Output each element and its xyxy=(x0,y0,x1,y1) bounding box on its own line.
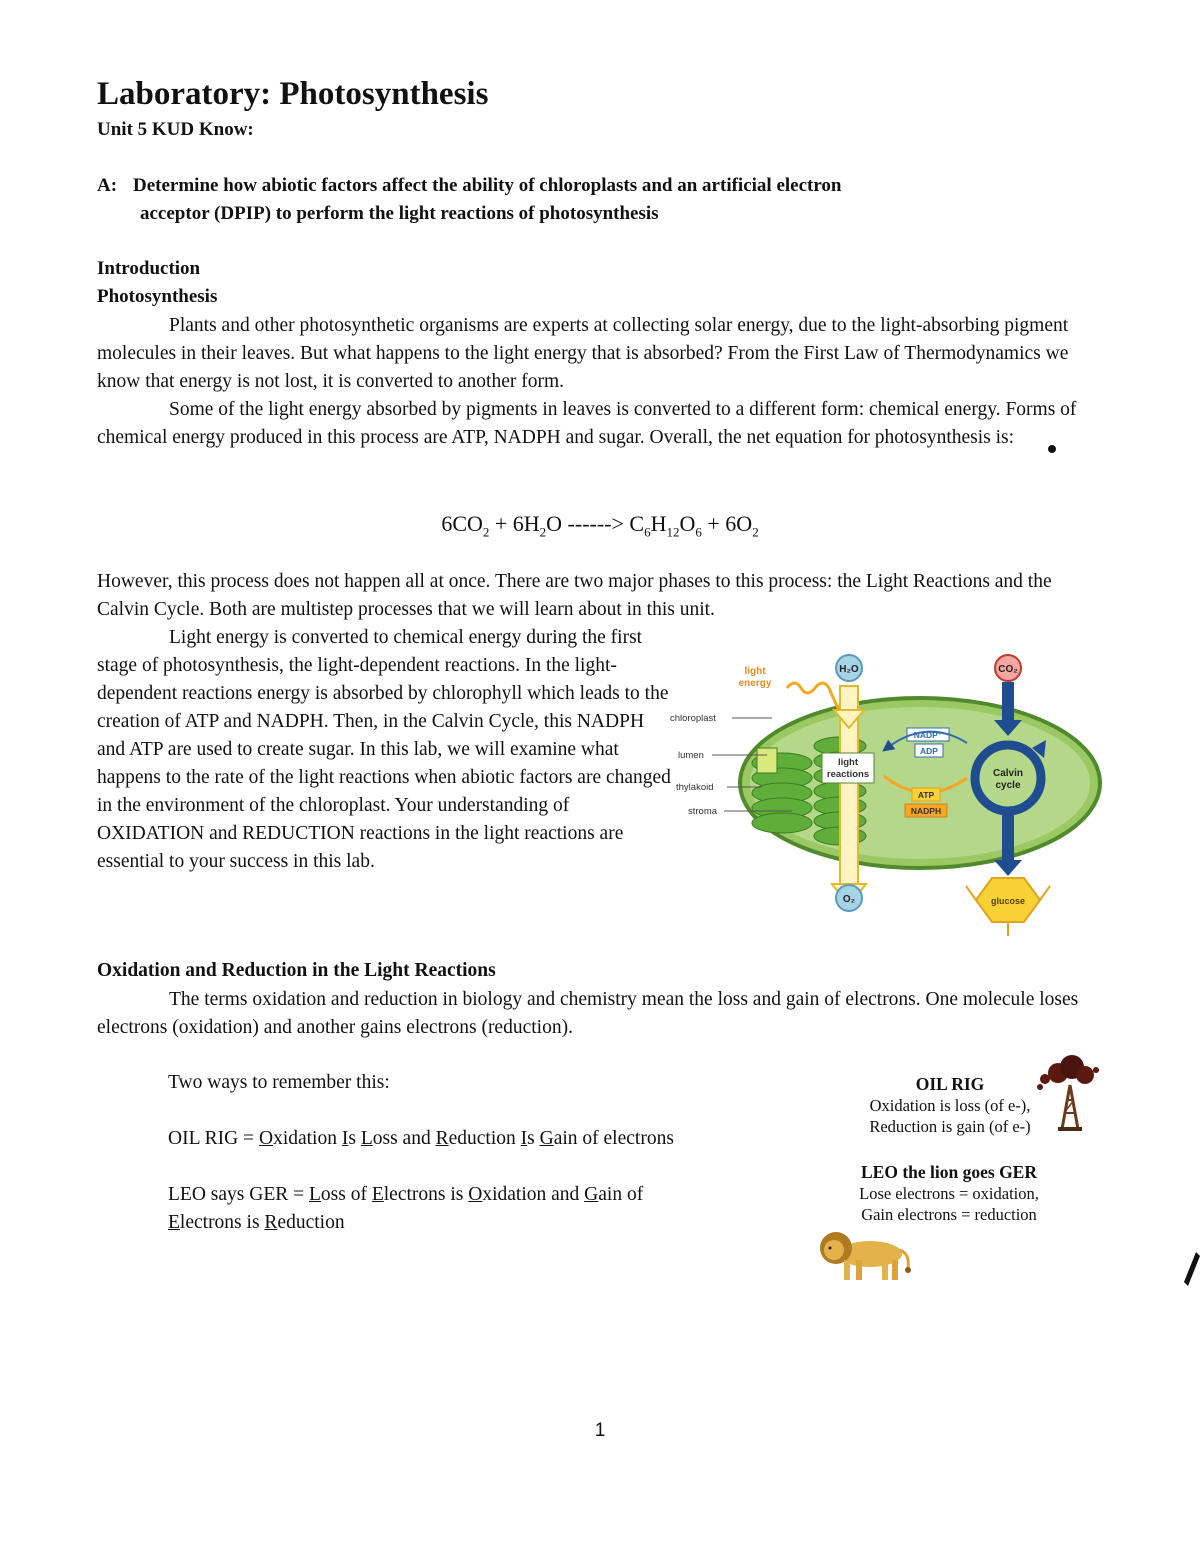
paragraph-2-text: Some of the light energy absorbed by pigments in leaves is converted to a different form: chemical energy. Forms of chemical energy produced in this process are ATP, NADPH and sugar. Overall, the net equation for photosynthesis is: xyxy=(97,399,1077,448)
introduction-heading: Introduction xyxy=(97,258,201,279)
leo-heading: LEO the lion goes GER xyxy=(861,1162,1037,1182)
ink-dot-mark xyxy=(1047,444,1057,454)
thylakoid-label: thylakoid xyxy=(676,782,714,793)
paragraph-light-dependent xyxy=(97,624,672,876)
oil-rig-line-1: Oxidation is loss (of e-), xyxy=(869,1096,1031,1115)
leo-ger-mnemonic xyxy=(168,1181,788,1237)
calvin-label-2: cycle xyxy=(995,780,1021,791)
stroma-label: stroma xyxy=(688,806,718,817)
mn-text: xidation and xyxy=(482,1184,585,1205)
mn-underlined-letter: I xyxy=(341,1128,349,1149)
light-energy-label-1: light xyxy=(744,666,766,677)
kud-label: Unit 5 KUD Know: xyxy=(97,119,254,140)
atp-label: ATP xyxy=(917,790,935,800)
leo-line-1: Lose electrons = oxidation, xyxy=(859,1184,1039,1203)
co2-arrow xyxy=(1002,682,1014,722)
mn-text: lectrons is xyxy=(383,1184,469,1205)
lion-icon xyxy=(812,1226,917,1284)
two-ways-text: Two ways to remember this: xyxy=(168,1072,390,1093)
mn-underlined-letter: R xyxy=(435,1128,449,1149)
eq-sub: 6 xyxy=(695,524,702,540)
objective-letter: A: xyxy=(97,175,118,196)
co2-label: CO₂ xyxy=(998,664,1018,675)
chloroplast-diagram xyxy=(662,648,1107,943)
o2-label: O₂ xyxy=(842,894,856,905)
eq-sub: 2 xyxy=(752,524,759,540)
paragraph-oxidation-reduction xyxy=(97,986,1107,1042)
eq-part: 6CO xyxy=(441,511,483,536)
pen-stroke-mark xyxy=(1184,1252,1200,1286)
paragraph-5-text: The terms oxidation and reduction in biology and chemistry mean the loss and gain of electrons. One molecule loses electrons (oxidation) and another gains electrons (reduction). xyxy=(97,989,1079,1038)
objective-line-1: Determine how abiotic factors affect the ability of chloroplasts and an artificial electron xyxy=(133,175,842,196)
document-title: Laboratory: Photosynthesis xyxy=(97,76,489,112)
mn-text: LEO says GER = xyxy=(168,1184,309,1205)
glucose-arrow-head xyxy=(994,860,1022,876)
photosynthesis-heading: Photosynthesis xyxy=(97,286,218,307)
mn-underlined-letter: I xyxy=(520,1128,528,1149)
mn-underlined-letter: G xyxy=(584,1184,599,1205)
mn-underlined-letter: O xyxy=(468,1184,483,1205)
eq-part: H xyxy=(650,511,667,536)
mn-text: lectrons is xyxy=(179,1212,265,1233)
leo-line-2: Gain electrons = reduction xyxy=(861,1205,1037,1224)
light-reactions-label-2: reactions xyxy=(826,769,870,780)
mn-underlined-letter: R xyxy=(264,1212,278,1233)
mn-underlined-letter: G xyxy=(539,1128,554,1149)
mn-text: ain of xyxy=(598,1184,644,1205)
eq-part: + 6O xyxy=(701,511,753,536)
leo-ger-figure-text xyxy=(838,1162,1060,1225)
nadph-label: NADPH xyxy=(910,806,942,816)
mn-underlined-letter: O xyxy=(258,1128,274,1149)
mn-text: oss and xyxy=(372,1128,436,1149)
eq-part: + 6H xyxy=(489,511,540,536)
oxidation-reduction-heading: Oxidation and Reduction in the Light Reactions xyxy=(97,960,496,981)
glucose-arrow xyxy=(1002,814,1014,862)
mn-text: s xyxy=(348,1128,361,1149)
grana-stack-left xyxy=(752,748,812,833)
mn-text: oss of xyxy=(320,1184,372,1205)
eq-sub: 6 xyxy=(644,524,651,540)
objective-a xyxy=(97,172,1057,228)
h2o-label: H₂O xyxy=(839,664,859,675)
paragraph-1-text: Plants and other photosynthetic organisms are experts at collecting solar energy, due to the light-absorbing pigment molecules in their leaves. But what happens to the light energy that is absorbed? From the First Law of Thermodynamics we know that energy is not lost, it is converted to another form. xyxy=(97,315,1069,392)
lumen-label: lumen xyxy=(678,750,704,761)
eq-part: O xyxy=(679,511,696,536)
oil-rig-mnemonic xyxy=(168,1125,674,1153)
paragraph-4-text: Light energy is converted to chemical energy during the first stage of photosynthesis, the light-dependent reactions. In the light-dependent reactions energy is absorbed by chlorophyll which leads to the creation of ATP and NADPH. Then, in the Calvin Cycle, this NADPH and ATP are used to create sugar. In this lab, we will examine what happens to the rate of the light reactions when abiotic factors are changed in the environment of the chloroplast. Your understanding of OXIDATION and REDUCTION reactions in the light reactions are essential to your success in this lab. xyxy=(97,627,671,872)
mn-text: eduction xyxy=(448,1128,521,1149)
mn-text: xidation xyxy=(273,1128,342,1149)
paragraph-light-energy xyxy=(97,312,1107,396)
light-energy-label-2: energy xyxy=(738,678,772,689)
chloroplast-label: chloroplast xyxy=(670,713,716,724)
paragraph-two-phases: However, this process does not happen all at once. There are two major phases to this process: the Light Reactions and the Calvin Cycle. Both are multistep processes that we will learn about in this unit. xyxy=(97,571,1052,620)
mn-underlined-letter: E xyxy=(168,1212,180,1233)
oil-rig-figure-text xyxy=(840,1074,1060,1137)
light-energy-wave xyxy=(787,683,839,710)
glucose-label: glucose xyxy=(990,896,1026,906)
oil-rig-line-2: Reduction is gain (of e-) xyxy=(869,1117,1031,1136)
eq-sub: 2 xyxy=(539,524,547,540)
eq-part: O ------> C xyxy=(546,511,645,536)
mn-underlined-letter: E xyxy=(371,1184,384,1205)
oil-rig-heading: OIL RIG xyxy=(915,1074,985,1094)
mn-text: eduction xyxy=(277,1212,345,1233)
light-reactions-label-1: light xyxy=(837,757,859,768)
mn-text: ain of electrons xyxy=(553,1128,674,1149)
mn-underlined-letter: L xyxy=(309,1184,321,1205)
adp-label: ADP xyxy=(920,746,938,756)
eq-sub: 2 xyxy=(482,524,490,540)
calvin-label-1: Calvin xyxy=(992,768,1024,779)
paragraph-chemical-energy xyxy=(97,396,1107,452)
mn-text: OIL RIG = xyxy=(168,1128,259,1149)
page-number: 1 xyxy=(594,1420,606,1441)
mn-underlined-letter: L xyxy=(360,1128,373,1149)
objective-line-2: acceptor (DPIP) to perform the light reactions of photosynthesis xyxy=(140,203,659,224)
mn-text: s xyxy=(527,1128,540,1149)
eq-sub: 12 xyxy=(666,524,680,540)
nadp-label: NADP⁺ xyxy=(913,730,943,740)
oil-derrick-icon xyxy=(1030,1055,1105,1135)
photosynthesis-equation xyxy=(0,508,1200,548)
